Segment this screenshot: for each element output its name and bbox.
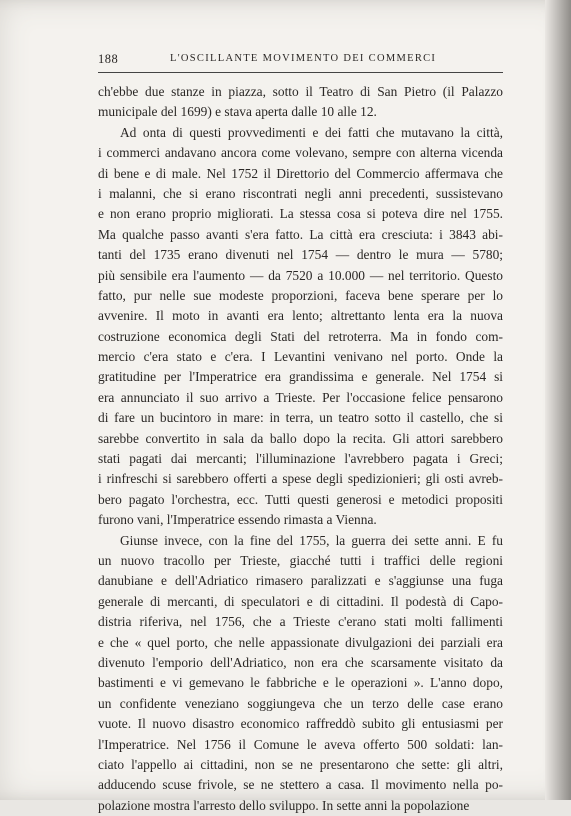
- text-line: di bene e di male. Nel 1752 il Direttorio del Commercio affermava che: [98, 165, 503, 181]
- text-line: e non erano proprio migliorati. La stessa cosa si poteva dire nel 1755.: [98, 206, 503, 222]
- text-line: un nuovo tracollo per Trieste, giacché tutti i traffici delle regioni: [98, 552, 503, 568]
- text-line: sarebbe convertito in sala da ballo dopo la recita. Gli attori sarebbero: [98, 430, 503, 446]
- text-line: stati pagati dai mercanti; l'illuminazione l'avrebbero pagata i Greci;: [98, 451, 503, 467]
- paragraph: [98, 531, 503, 816]
- text-line: municipale del 1699) e stava aperta dalle 10 alle 12.: [98, 104, 377, 120]
- text-line: gratitudine per l'Imperatrice era grandissima e generale. Nel 1754 si: [98, 369, 503, 385]
- text-line: più sensibile era l'aumento — da 7520 a 10.000 — nel territorio. Questo: [98, 267, 503, 283]
- text-line: avvenire. Il moto in avanti era lento; altrettanto lenta era la nuova: [98, 308, 503, 324]
- text-line: i malanni, che si erano riscontrati negli anni precedenti, sussistevano: [98, 185, 503, 201]
- text-line: e che « quel porto, che nelle appassionate divulgazioni dei parziali era: [98, 634, 503, 650]
- text-line: generale di mercanti, di speculatori e di cittadini. Il podestà di Capo-: [98, 593, 503, 609]
- text-line: i rinfreschi si sarebbero offerti a spese degli spedizionieri; gli osti avreb-: [98, 471, 503, 487]
- book-spine-shadow: [545, 0, 571, 800]
- text-line: Ma qualche passo avanti s'era fatto. La città era cresciuta: i 3843 abi-: [98, 226, 503, 242]
- text-line: era annunciato il suo arrivo a Trieste. Per l'occasione felice pensarono: [98, 389, 503, 405]
- text-line: ch'ebbe due stanze in piazza, sotto il Teatro di San Pietro (il Palazzo: [98, 84, 503, 99]
- body-text: [98, 82, 503, 816]
- text-line: distria riferiva, nel 1756, che a Trieste c'erano stati molti fallimenti: [98, 614, 503, 630]
- text-line: di fare un bucintoro in mare: in terra, un teatro sotto il castello, che si: [98, 410, 503, 426]
- text-line: l'Imperatrice. Nel 1756 il Comune le aveva offerto 500 soldati: lan-: [98, 736, 503, 752]
- text-line: i commerci andavano ancora come volevano, sempre con alterna vicenda: [98, 145, 503, 161]
- page-number: 188: [98, 52, 119, 66]
- text-line: ciato l'appello ai cittadini, non se ne presentarono che sette: gli altri,: [98, 756, 503, 772]
- text-line: Giunse invece, con la fine del 1755, la guerra dei sette anni. E fu: [120, 532, 503, 548]
- text-line: polazione mostra l'arresto dello sviluppo. In sette anni la popolazione: [98, 797, 470, 813]
- text-line: tanti del 1735 erano divenuti nel 1754 — dentro le mura — 5780;: [98, 247, 503, 263]
- paragraph: [98, 82, 503, 123]
- text-line: bastimenti e vi gemevano le fabbriche e le operazioni ». L'anno dopo,: [98, 675, 503, 691]
- text-line: divenuto l'emporio dell'Adriatico, non era che scarsamente visitato da: [98, 654, 503, 670]
- text-line: fatto, pur nelle sue modeste proporzioni, faceva bene sperare per lo: [98, 287, 503, 303]
- text-line: bero pagato l'orchestra, ecc. Tutti questi generosi e metodici propositi: [98, 491, 503, 507]
- text-line: mercio c'era stato e c'era. I Levantini venivano nel porto. Onde la: [98, 349, 503, 365]
- running-title: L'OSCILLANTE MOVIMENTO DEI COMMERCI: [170, 53, 437, 64]
- text-line: costruzione economica degli Stati del retroterra. Ma in fondo com-: [98, 328, 503, 344]
- text-line: danubiane e dell'Adriatico rimasero paralizzati e s'aggiunse una fuga: [98, 573, 503, 589]
- paragraph: [98, 123, 503, 531]
- text-line: un confidente veneziano soggiungeva che un terzo delle case erano: [98, 695, 503, 711]
- page-header: [98, 52, 503, 73]
- text-line: vuote. Il nuovo disastro economico raffreddò subito gli entusiasmi per: [98, 716, 503, 732]
- text-line: Ad onta di questi provvedimenti e dei fatti che mutavano la città,: [120, 124, 503, 140]
- text-line: adducendo scuse frivole, se ne stettero a casa. Il movimento nella po-: [98, 777, 503, 793]
- text-line: furono vani, l'Imperatrice essendo rimasta a Vienna.: [98, 512, 377, 528]
